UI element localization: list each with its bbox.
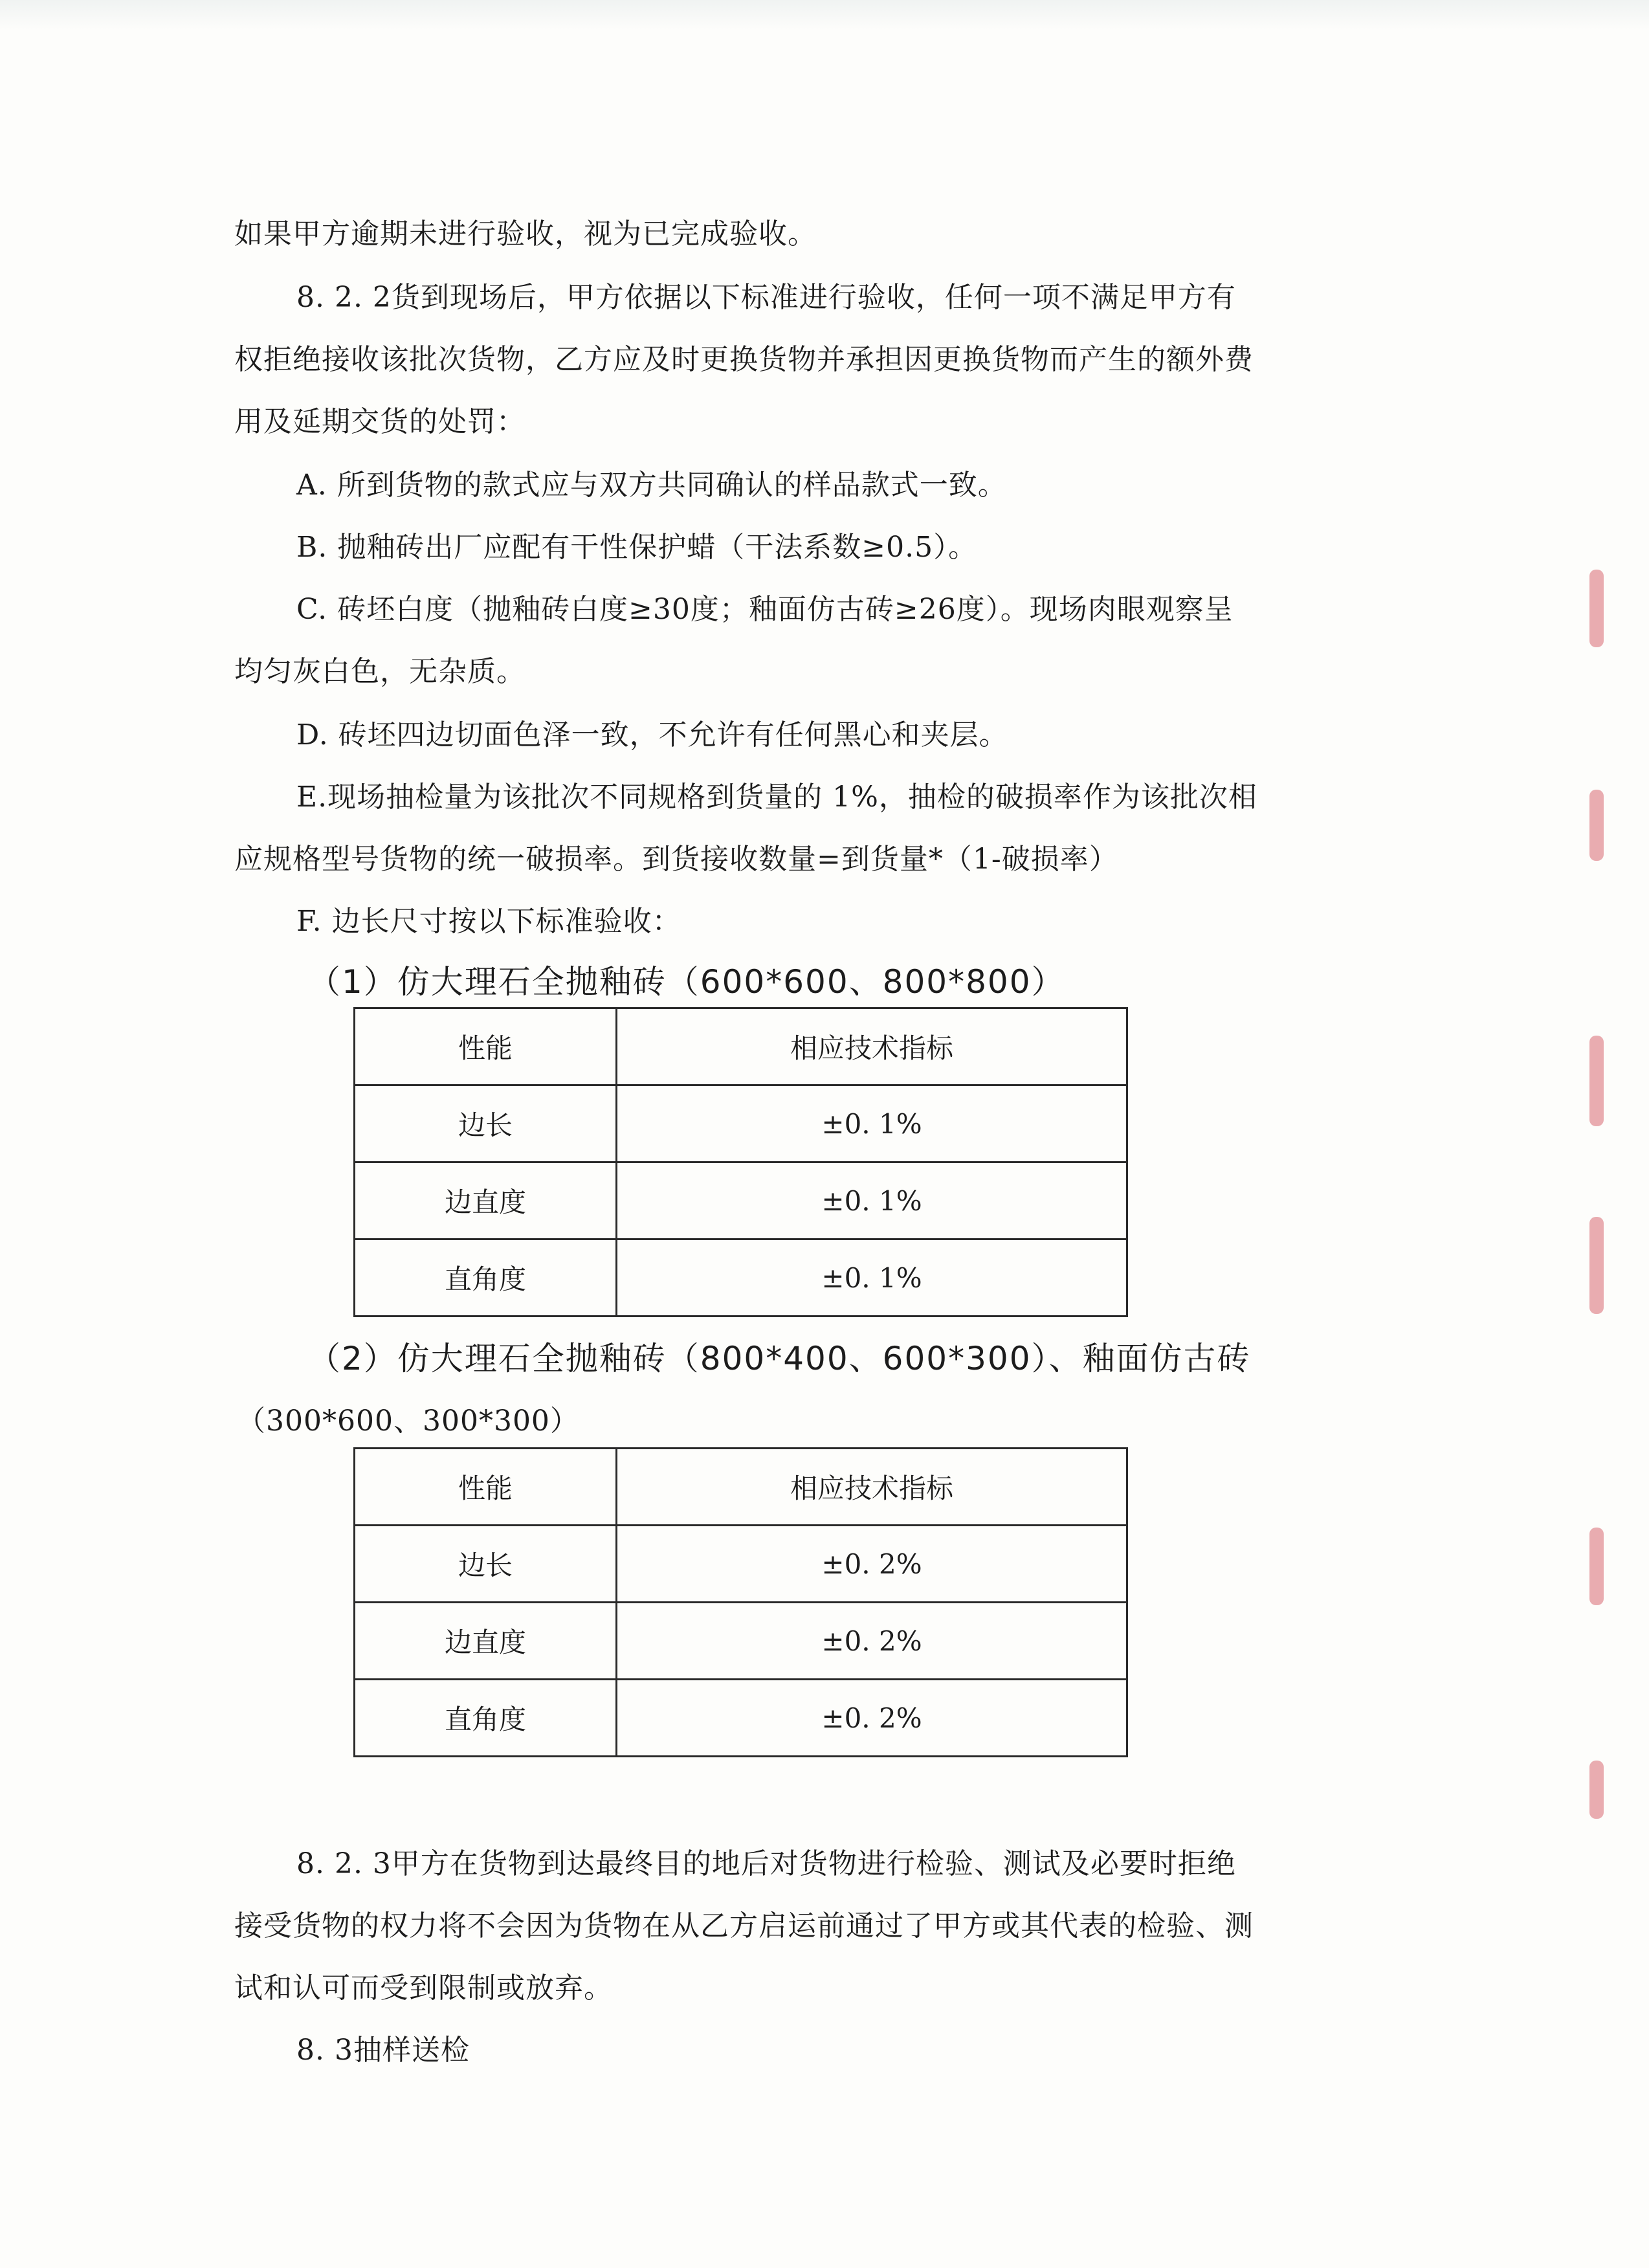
section-8-3-heading: 8. 3抽样送检 xyxy=(296,2034,470,2067)
section-2-heading-line2: （300*600、300*300） xyxy=(237,1405,579,1438)
table-header-cell: 相应技术指标 xyxy=(617,1449,1127,1526)
table-cell: 边直度 xyxy=(355,1162,617,1240)
paragraph-8-2-3-line1: 8. 2. 3甲方在货物到达最终目的地后对货物进行检验、测试及必要时拒绝 xyxy=(296,1847,1236,1880)
scan-edge-shading xyxy=(0,0,1649,30)
table-cell: ±0. 2% xyxy=(617,1526,1127,1603)
item-c-line2: 均匀灰白色，无杂质。 xyxy=(234,655,526,688)
paragraph-overdue-acceptance: 如果甲方逾期未进行验收，视为已完成验收。 xyxy=(234,217,817,250)
table-header-row xyxy=(355,1449,1127,1526)
item-e-line2: 应规格型号货物的统一破损率。到货接收数量=到货量*（1-破损率） xyxy=(234,843,1118,876)
table-row xyxy=(355,1240,1127,1317)
table-row xyxy=(355,1680,1127,1757)
table-header-cell: 性能 xyxy=(355,1449,617,1526)
section-1-heading: （1）仿大理石全抛釉砖（600*600、800*800） xyxy=(308,963,1065,1001)
table-cell: 边长 xyxy=(355,1526,617,1603)
table-cell: 直角度 xyxy=(355,1240,617,1317)
seal-mark-6 xyxy=(1589,1761,1604,1819)
seal-mark-4 xyxy=(1589,1217,1604,1314)
section-2-heading-line1: （2）仿大理石全抛釉砖（800*400、600*300）、釉面仿古砖 xyxy=(308,1340,1251,1377)
spec-table-2 xyxy=(353,1447,1128,1757)
seal-mark-1 xyxy=(1589,570,1604,647)
paragraph-8-2-2-line3: 用及延期交货的处罚： xyxy=(234,405,526,438)
table-header-row xyxy=(355,1008,1127,1085)
table-row xyxy=(355,1526,1127,1603)
table-cell: ±0. 1% xyxy=(617,1240,1127,1317)
paragraph-8-2-2-line2: 权拒绝接收该批次货物，乙方应及时更换货物并承担因更换货物而产生的额外费 xyxy=(234,343,1254,376)
table-row xyxy=(355,1603,1127,1680)
seal-mark-2 xyxy=(1589,790,1604,861)
table-cell: 直角度 xyxy=(355,1680,617,1757)
seal-mark-3 xyxy=(1589,1036,1604,1126)
table-cell: 边长 xyxy=(355,1085,617,1162)
item-b: B. 抛釉砖出厂应配有干性保护蜡（干法系数≥0.5）。 xyxy=(296,531,978,564)
table-cell: 边直度 xyxy=(355,1603,617,1680)
paragraph-8-2-3-line3: 试和认可而受到限制或放弃。 xyxy=(234,1972,613,2005)
table-row xyxy=(355,1085,1127,1162)
spec-table-1 xyxy=(353,1007,1128,1317)
table-header-cell: 性能 xyxy=(355,1008,617,1085)
table-cell: ±0. 2% xyxy=(617,1603,1127,1680)
paragraph-8-2-3-line2: 接受货物的权力将不会因为货物在从乙方启运前通过了甲方或其代表的检验、测 xyxy=(234,1909,1254,1942)
paragraph-8-2-2-line1: 8. 2. 2货到现场后，甲方依据以下标准进行验收，任何一项不满足甲方有 xyxy=(296,281,1236,314)
item-d: D. 砖坯四边切面色泽一致，不允许有任何黑心和夹层。 xyxy=(296,718,1008,751)
item-e-line1: E.现场抽检量为该批次不同规格到货量的 1%，抽检的破损率作为该批次相 xyxy=(296,781,1257,814)
seal-mark-5 xyxy=(1589,1528,1604,1605)
table-cell: ±0. 2% xyxy=(617,1680,1127,1757)
table-row xyxy=(355,1162,1127,1240)
table-cell: ±0. 1% xyxy=(617,1085,1127,1162)
item-a: A. 所到货物的款式应与双方共同确认的样品款式一致。 xyxy=(296,469,1007,502)
item-c-line1: C. 砖坯白度（抛釉砖白度≥30度；釉面仿古砖≥26度）。现场肉眼观察呈 xyxy=(296,593,1234,626)
table-cell: ±0. 1% xyxy=(617,1162,1127,1240)
item-f: F. 边长尺寸按以下标准验收： xyxy=(296,905,681,938)
table-header-cell: 相应技术指标 xyxy=(617,1008,1127,1085)
